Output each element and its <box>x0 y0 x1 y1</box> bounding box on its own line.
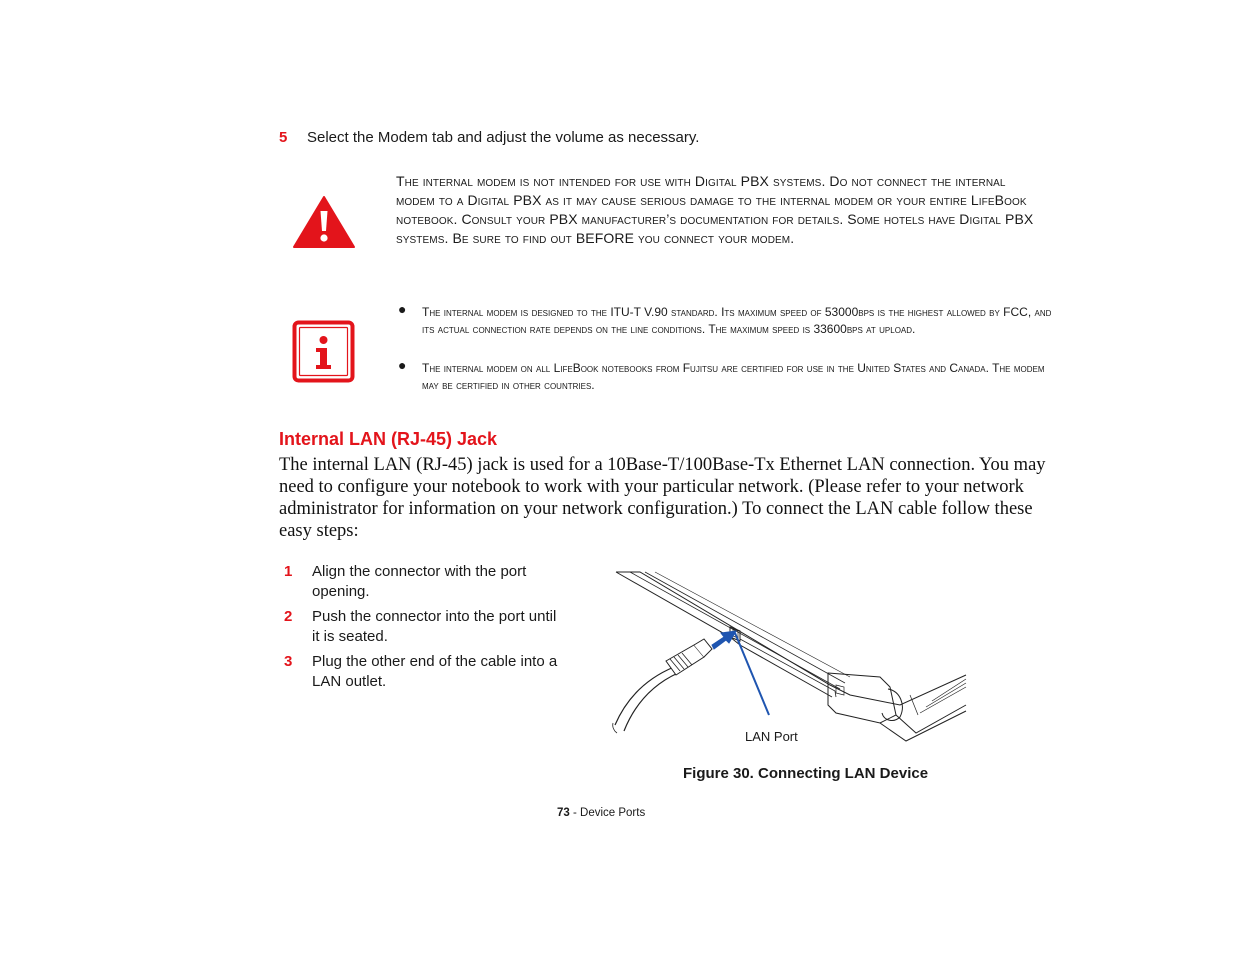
bullet: ● <box>398 301 407 317</box>
section-paragraph: The internal LAN (RJ-45) jack is used for a 10Base-T/100Base-Tx Ethernet LAN connection. You may need to configure your notebook to work with your particular network. (Please refer to your network administrator for information on your network configuration.) To connect the LAN cable follow these easy steps: <box>279 455 1046 541</box>
warning-triangle-icon <box>292 195 356 249</box>
lan-port-label: LAN Port <box>745 729 798 744</box>
step-2-text: Push the connector into the port until it is seated. <box>312 608 557 645</box>
info-bullet-1: The internal modem is designed to the ITU-T V.90 standard. Its maximum speed of 53000bps is the highest allowed by FCC, and its actual connection rate depends on the line conditions. The maximum speed is 33600bps at upload. <box>422 305 1052 336</box>
lan-figure-illustration <box>600 565 970 745</box>
step-5 <box>279 129 287 147</box>
page-number: 73 <box>557 807 570 819</box>
bullet: ● <box>398 357 407 373</box>
page-footer <box>557 807 645 819</box>
step-number: 3 <box>284 653 293 670</box>
figure-caption: Figure 30. Connecting LAN Device <box>683 765 929 782</box>
section-title: Internal LAN (RJ-45) Jack <box>279 429 498 449</box>
step-number: 1 <box>284 563 293 580</box>
step-5-text: Select the Modem tab and adjust the volume as necessary. <box>307 129 700 146</box>
info-bullet-2: The internal modem on all LifeBook notebooks from Fujitsu are certified for use in the United States and Canada. The modem may be certified in other countries. <box>422 361 1045 392</box>
step-3-text: Plug the other end of the cable into a LAN outlet. <box>312 653 558 690</box>
step-number: 5 <box>279 129 288 146</box>
warning-text: The internal modem is not intended for use with Digital PBX systems. Do not connect the internal modem to a Digital PBX as it may cause serious damage to the internal modem or your entire LifeBook notebook. Consult your PBX manufacturer’s documentation for details. Some hotels have Digital PBX systems. Be sure to find out BEFORE you connect your modem. <box>396 173 1034 246</box>
info-icon <box>292 320 355 383</box>
footer-text: - Device Ports <box>569 807 646 819</box>
step-1-text: Align the connector with the port opening. <box>312 563 527 600</box>
step-number: 2 <box>284 608 293 625</box>
